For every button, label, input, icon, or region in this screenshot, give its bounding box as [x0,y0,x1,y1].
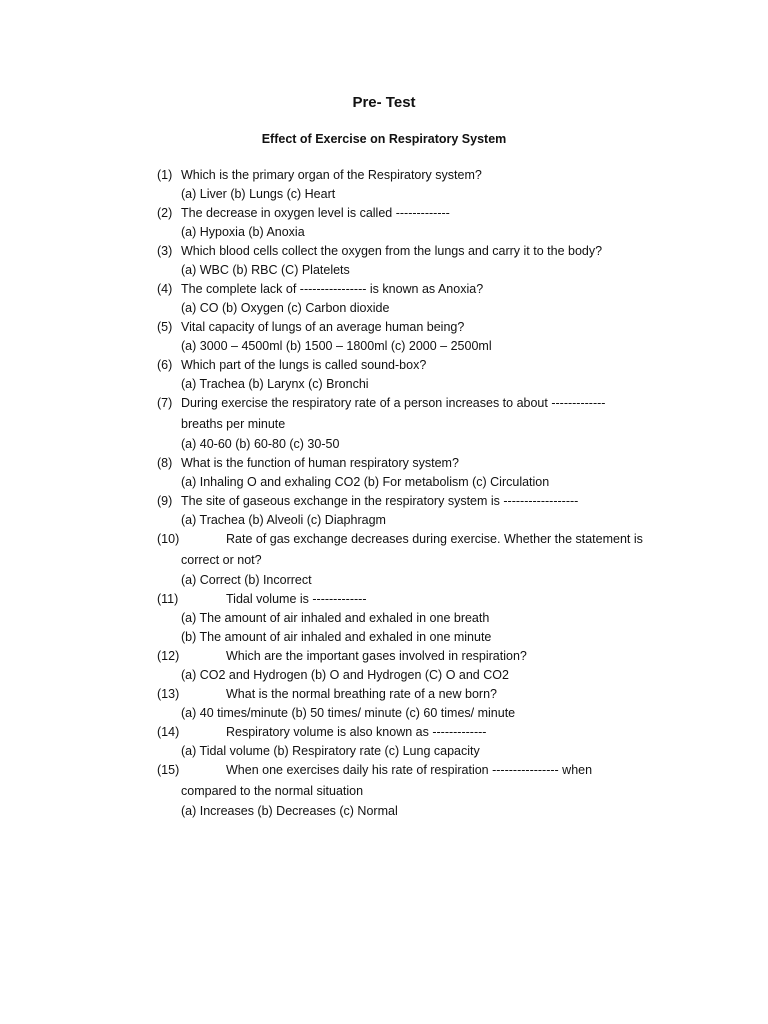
question-text: Which is the primary organ of the Respiratory system? [181,168,482,182]
question-item [0,166,768,204]
page-subtitle: Effect of Exercise on Respiratory System [261,132,507,146]
question-text: The complete lack of ---------------- is known as Anoxia? [181,282,484,296]
question-item [0,530,768,590]
question-text-continuation: correct or not? [181,553,262,567]
question-row [0,685,768,704]
question-row [0,761,768,780]
answer-options: (a) Correct (b) Incorrect [181,573,312,587]
answer-options: (a) Increases (b) Decreases (c) Normal [181,804,398,818]
question-row [0,394,768,413]
question-number: (11) [157,592,179,606]
question-number: (10) [157,532,180,546]
question-row [0,204,768,223]
question-item [0,590,768,647]
answer-options: (a) Hypoxia (b) Anoxia [181,225,305,239]
question-number: (5) [157,320,173,334]
question-row [0,280,768,299]
question-item [0,394,768,454]
question-text: The site of gaseous exchange in the respiratory system is ------------------ [181,494,579,508]
question-text: The decrease in oxygen level is called ------------- [181,206,450,220]
answer-options: (a) Trachea (b) Alveoli (c) Diaphragm [181,513,386,527]
question-row [0,492,768,511]
question-text: Which blood cells collect the oxygen from the lungs and carry it to the body? [181,244,603,258]
question-text: Vital capacity of lungs of an average human being? [181,320,465,334]
question-number: (4) [157,282,173,296]
question-text: Rate of gas exchange decreases during exercise. Whether the statement is [226,532,643,546]
answer-options: (a) 40 times/minute (b) 50 times/ minute (c) 60 times/ minute [181,706,516,720]
question-number: (14) [157,725,180,739]
question-row [0,318,768,337]
question-text-continuation: compared to the normal situation [181,784,364,798]
question-number: (3) [157,244,173,258]
question-item [0,647,768,685]
question-item [0,761,768,821]
answer-options: (a) Trachea (b) Larynx (c) Bronchi [181,377,369,391]
question-row [0,530,768,549]
question-number: (9) [157,494,173,508]
question-item [0,280,768,318]
answer-options: (a) The amount of air inhaled and exhaled in one breath [181,611,490,625]
question-item [0,242,768,280]
question-text: Which part of the lungs is called sound-box? [181,358,427,372]
question-item [0,204,768,242]
answer-options: (a) Tidal volume (b) Respiratory rate (c) Lung capacity [181,744,480,758]
question-number: (12) [157,649,180,663]
question-number: (13) [157,687,180,701]
answer-options: (a) CO2 and Hydrogen (b) O and Hydrogen (C) O and CO2 [181,668,509,682]
question-row [0,356,768,375]
answer-options: (a) 40-60 (b) 60-80 (c) 30-50 [181,437,340,451]
question-item [0,492,768,530]
question-text: Respiratory volume is also known as ------------- [226,725,487,739]
question-text: Which are the important gases involved in respiration? [226,649,527,663]
answer-options: (a) CO (b) Oxygen (c) Carbon dioxide [181,301,390,315]
question-item [0,685,768,723]
question-row [0,166,768,185]
question-number: (8) [157,456,173,470]
question-list [0,166,768,821]
question-item [0,356,768,394]
question-text: Tidal volume is ------------- [226,592,367,606]
answer-options: (a) 3000 – 4500ml (b) 1500 – 1800ml (c) 2000 – 2500ml [181,339,492,353]
answer-options: (a) Inhaling O and exhaling CO2 (b) For metabolism (c) Circulation [181,475,550,489]
question-row [0,590,768,609]
question-number: (6) [157,358,173,372]
question-row [0,454,768,473]
answer-options: (a) WBC (b) RBC (C) Platelets [181,263,350,277]
question-number: (7) [157,396,173,410]
question-item [0,318,768,356]
question-number: (1) [157,168,173,182]
question-row [0,242,768,261]
answer-options: (a) Liver (b) Lungs (c) Heart [181,187,336,201]
question-row [0,647,768,666]
question-text-continuation: breaths per minute [181,417,286,431]
question-number: (2) [157,206,173,220]
question-item [0,454,768,492]
page-title: Pre- Test [352,94,416,111]
question-text: What is the normal breathing rate of a new born? [226,687,497,701]
question-number: (15) [157,763,180,777]
question-row [0,723,768,742]
answer-options: (b) The amount of air inhaled and exhaled in one minute [181,630,492,644]
question-text: What is the function of human respiratory system? [181,456,459,470]
question-text: During exercise the respiratory rate of a person increases to about ------------- [181,396,606,410]
question-text: When one exercises daily his rate of respiration ---------------- when [226,763,593,777]
question-item [0,723,768,761]
